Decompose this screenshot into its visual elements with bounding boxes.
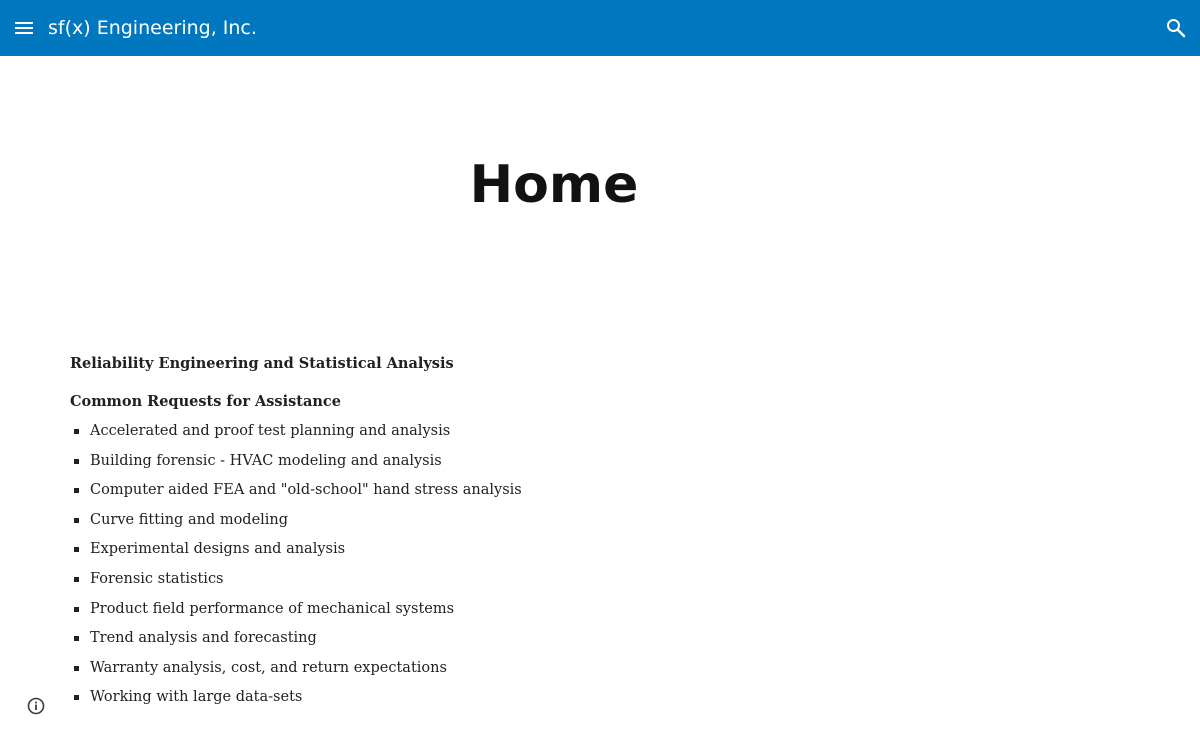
bullet-icon [74,695,79,700]
list-item-text: Accelerated and proof test planning and analysis [90,423,451,439]
list-item [70,417,970,447]
list-item-text: Product field performance of mechanical systems [90,600,455,617]
list-heading: Common Requests for Assistance [70,393,341,410]
list-item-text: Trend analysis and forecasting [90,630,317,647]
requests-list [70,417,970,713]
list-item-text: Building forensic - HVAC modeling and analysis [90,452,442,469]
list-item [70,535,970,565]
list-item-text: Forensic statistics [90,570,224,587]
bullet-icon [74,547,79,552]
list-item [70,683,970,713]
list-item-text: Warranty analysis, cost, and return expectations [90,659,447,676]
page-title: Home [469,155,639,215]
info-icon[interactable] [26,696,46,716]
section-heading: Reliability Engineering and Statistical Analysis [70,355,454,372]
list-item [70,565,970,595]
site-title[interactable]: sf(x) Engineering, Inc. [48,17,257,39]
bullet-icon [74,666,79,671]
bullet-icon [74,429,79,434]
list-item [70,624,970,654]
list-item [70,447,970,477]
bullet-icon [74,488,79,493]
list-item [70,506,970,536]
list-item [70,654,970,684]
list-item [70,476,970,506]
hamburger-menu-icon[interactable] [12,16,36,40]
bullet-icon [74,607,79,612]
top-app-bar [0,0,1200,56]
bullet-icon [74,577,79,582]
list-item-text: Working with large data-sets [90,689,303,706]
search-icon[interactable] [1164,16,1188,40]
list-item-text: Curve fitting and modeling [90,511,289,528]
list-item-text: Computer aided FEA and "old-school" hand stress analysis [90,482,522,499]
bullet-icon [74,636,79,641]
bullet-icon [74,459,79,464]
list-item [70,595,970,625]
bullet-icon [74,518,79,523]
list-item-text: Experimental designs and analysis [90,541,346,558]
main-content [70,352,970,713]
